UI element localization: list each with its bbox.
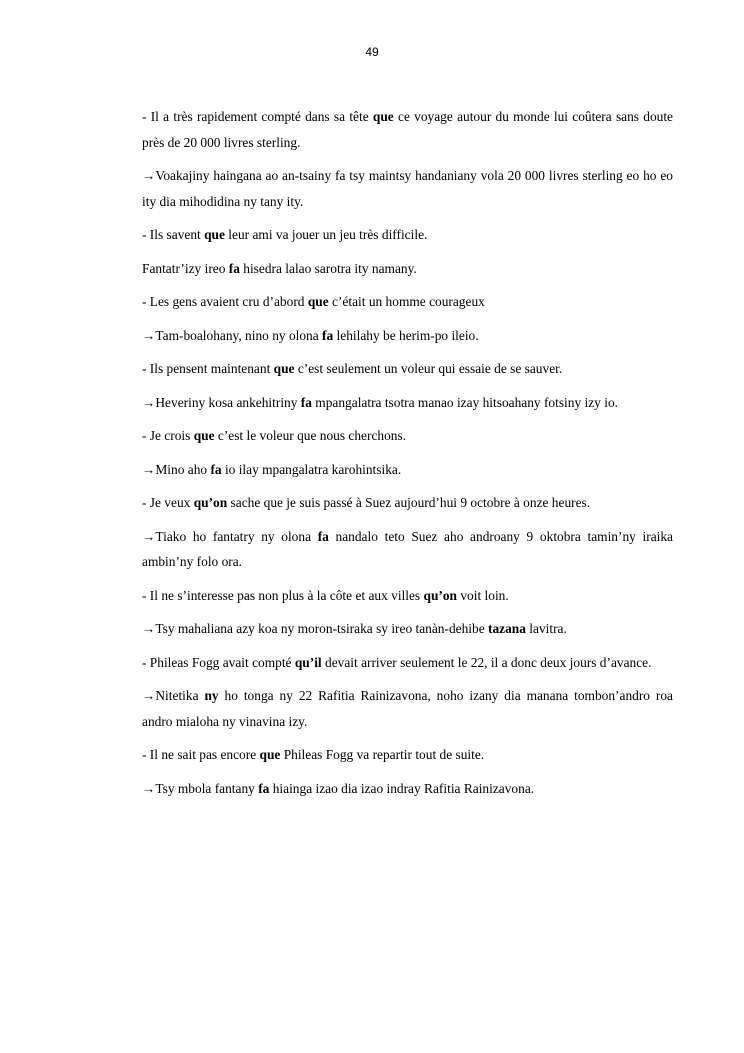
text-run: c’était un homme courageux [328,294,485,309]
text-run: nandalo teto Suez aho androany 9 oktobra tamin’ny iraika ambin’ny folo ora. [142,528,674,569]
paragraph [142,222,673,248]
text-run: - Je crois [142,428,194,443]
text-run: hisedra lalao sarotra ity namany. [239,260,417,276]
bold-conjunction: que [259,747,281,762]
paragraph [142,650,673,676]
text-run: mpangalatra tsotra manao izay hitsoahany fotsiny izy io. [311,394,618,410]
paragraph [142,289,673,315]
text-run: →Mino aho [142,461,211,477]
paragraph [142,742,673,768]
text-run: →Heveriny kosa ankehitriny [142,394,301,410]
text-run: hiainga izao dia izao indray Rafitia Rainizavona. [269,780,535,796]
text-run: lehilahy be herim-po ileio. [333,327,479,343]
bold-conjunction: que [193,428,215,443]
text-run: leur ami va jouer un jeu très difficile. [224,227,428,242]
text-run: - Il ne s’interesse pas non plus à la côte et aux villes [142,587,424,603]
text-run: lavitra. [525,621,567,636]
paragraph [142,423,673,449]
paragraph [142,323,673,349]
paragraph [142,616,673,642]
text-run: →Tsy mahaliana azy koa ny moron-tsiraka sy ireo tanàn-dehibe [142,621,488,636]
document-body [142,104,673,809]
text-run: - Les gens avaient cru d’abord [142,294,308,309]
text-run: →Tsy mbola fantany [142,780,259,796]
page-number: 49 [365,45,379,59]
text-run: - Il a très rapidement compté dans sa tête [142,109,373,124]
bold-conjunction: qu’on [423,587,457,603]
text-run: sache que je suis passé à Suez aujourd’hui 9 octobre à onze heures. [227,495,591,510]
text-run: - Je veux [142,495,194,510]
bold-conjunction: fa [228,260,240,276]
text-run: - Phileas Fogg avait compté [142,654,295,670]
text-run: →Tiako ho fantatry ny olona [142,528,318,544]
bold-conjunction: que [204,227,225,242]
paragraph [142,524,673,575]
bold-conjunction: tazana [488,621,526,636]
paragraph [142,457,673,483]
text-run: voit loin. [457,587,509,603]
paragraph [142,104,673,155]
bold-conjunction: fa [300,394,312,410]
bold-conjunction: fa [322,327,334,343]
text-run: c’est le voleur que nous cherchons. [214,428,407,443]
paragraph [142,163,673,214]
paragraph [142,683,673,734]
paragraph [142,776,673,802]
bold-conjunction: fa [317,528,329,544]
text-run: ho tonga ny 22 Rafitia Rainizavona, noho izany dia manana tombon’andro roa andro mialoha ny vinavina izy. [142,688,674,729]
text-run: devait arriver seulement le 22, il a donc deux jours d’avance. [321,654,652,670]
text-run: - Il ne sait pas encore [142,747,260,762]
paragraph [142,256,673,282]
bold-conjunction: ny [204,688,219,703]
text-run: Phileas Fogg va repartir tout de suite. [280,747,485,762]
bold-conjunction: que [372,109,394,124]
text-run: ce voyage autour du monde lui coûtera sans doute près de 20 000 livres sterling. [142,109,674,150]
text-run: →Nitetika [142,688,205,703]
bold-conjunction: que [273,361,295,376]
text-run: →Tam-boalohany, nino ny olona [142,327,323,343]
bold-conjunction: qu’il [294,654,322,670]
bold-conjunction: qu’on [193,495,228,510]
text-run: Fantatr’izy ireo [142,260,229,276]
bold-conjunction: fa [210,461,222,477]
bold-conjunction: fa [258,780,270,796]
paragraph [142,356,673,382]
text-run: io ilay mpangalatra karohintsika. [221,461,402,477]
text-run: →Voakajiny haingana ao an-tsainy fa tsy maintsy handaniany vola 20 000 livres sterling eo ho eo ity dia mihodidina ny tany ity. [142,168,673,209]
paragraph [142,583,673,609]
text-run: - Ils pensent maintenant [142,361,274,376]
text-run: c’est seulement un voleur qui essaie de se sauver. [294,361,563,376]
bold-conjunction: que [307,294,329,309]
paragraph [142,390,673,416]
text-run: - Ils savent [142,227,205,242]
paragraph [142,490,673,516]
